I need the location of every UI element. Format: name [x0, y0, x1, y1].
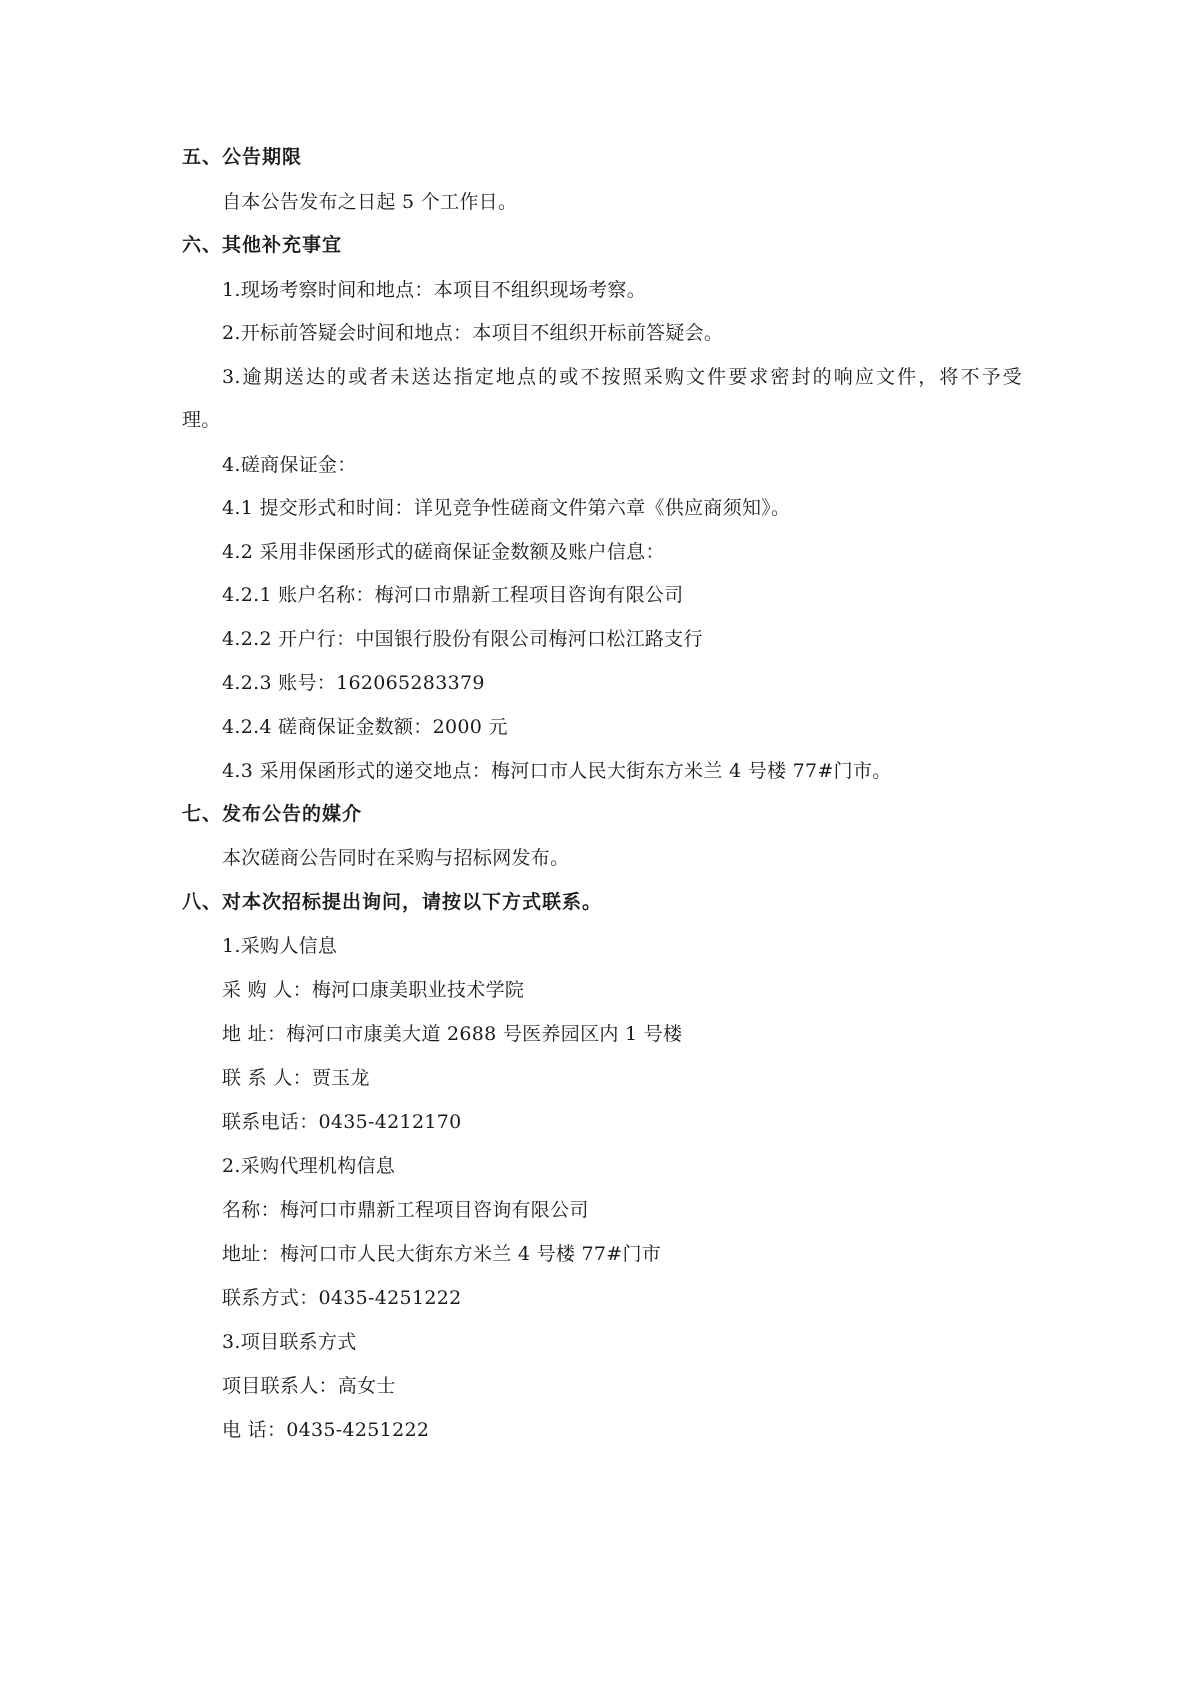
- section-heading-8: 八、对本次招标提出询问，请按以下方式联系。: [182, 891, 603, 913]
- account-name-line: 4.2.1 账户名称：梅河口市鼎新工程项目咨询有限公司: [222, 584, 684, 606]
- project-phone-line: 电 话：0435-4251222: [222, 1419, 430, 1441]
- late-submission-line: 3.逾期送达的或者未送达指定地点的或不按照采购文件要求密封的响应文件，将不予受: [222, 366, 1022, 388]
- site-survey-line: 1.现场考察时间和地点：本项目不组织现场考察。: [222, 279, 647, 301]
- purchaser-name-line: 采 购 人：梅河口康美职业技术学院: [222, 979, 525, 1001]
- agency-phone-line: 联系方式：0435-4251222: [222, 1287, 462, 1309]
- section-heading-6: 六、其他补充事宜: [182, 234, 343, 256]
- media-line: 本次磋商公告同时在采购与招标网发布。: [222, 847, 570, 869]
- deposit-account-info-line: 4.2 采用非保函形式的磋商保证金数额及账户信息：: [222, 541, 665, 563]
- agency-name-line: 名称：梅河口市鼎新工程项目咨询有限公司: [222, 1199, 589, 1221]
- guarantee-delivery-line: 4.3 采用保函形式的递交地点：梅河口市人民大街东方米兰 4 号楼 77#门市。: [222, 760, 892, 782]
- agency-info-heading: 2.采购代理机构信息: [222, 1155, 396, 1177]
- account-number-line: 4.2.3 账号：162065283379: [222, 672, 485, 694]
- project-contact-heading: 3.项目联系方式: [222, 1331, 357, 1353]
- late-submission-line-continued: 理。: [182, 409, 221, 431]
- purchaser-phone-line: 联系电话：0435-4212170: [222, 1111, 462, 1133]
- project-contact-person-line: 项目联系人：高女士: [222, 1375, 396, 1397]
- purchaser-info-heading: 1.采购人信息: [222, 935, 338, 957]
- deposit-heading-line: 4.磋商保证金：: [222, 454, 357, 476]
- purchaser-address-line: 地 址：梅河口市康美大道 2688 号医养园区内 1 号楼: [222, 1023, 683, 1045]
- agency-address-line: 地址：梅河口市人民大街东方米兰 4 号楼 77#门市: [222, 1243, 662, 1265]
- deposit-form-line: 4.1 提交形式和时间：详见竞争性磋商文件第六章《供应商须知》。: [222, 497, 791, 519]
- section-5-line: 自本公告发布之日起 5 个工作日。: [222, 191, 518, 213]
- pre-bid-meeting-line: 2.开标前答疑会时间和地点：本项目不组织开标前答疑会。: [222, 322, 724, 344]
- section-heading-5: 五、公告期限: [182, 146, 303, 168]
- bank-line: 4.2.2 开户行：中国银行股份有限公司梅河口松江路支行: [222, 628, 703, 650]
- deposit-amount-line: 4.2.4 磋商保证金数额：2000 元: [222, 716, 508, 738]
- section-heading-7: 七、发布公告的媒介: [182, 803, 363, 825]
- purchaser-contact-line: 联 系 人：贾玉龙: [222, 1067, 370, 1089]
